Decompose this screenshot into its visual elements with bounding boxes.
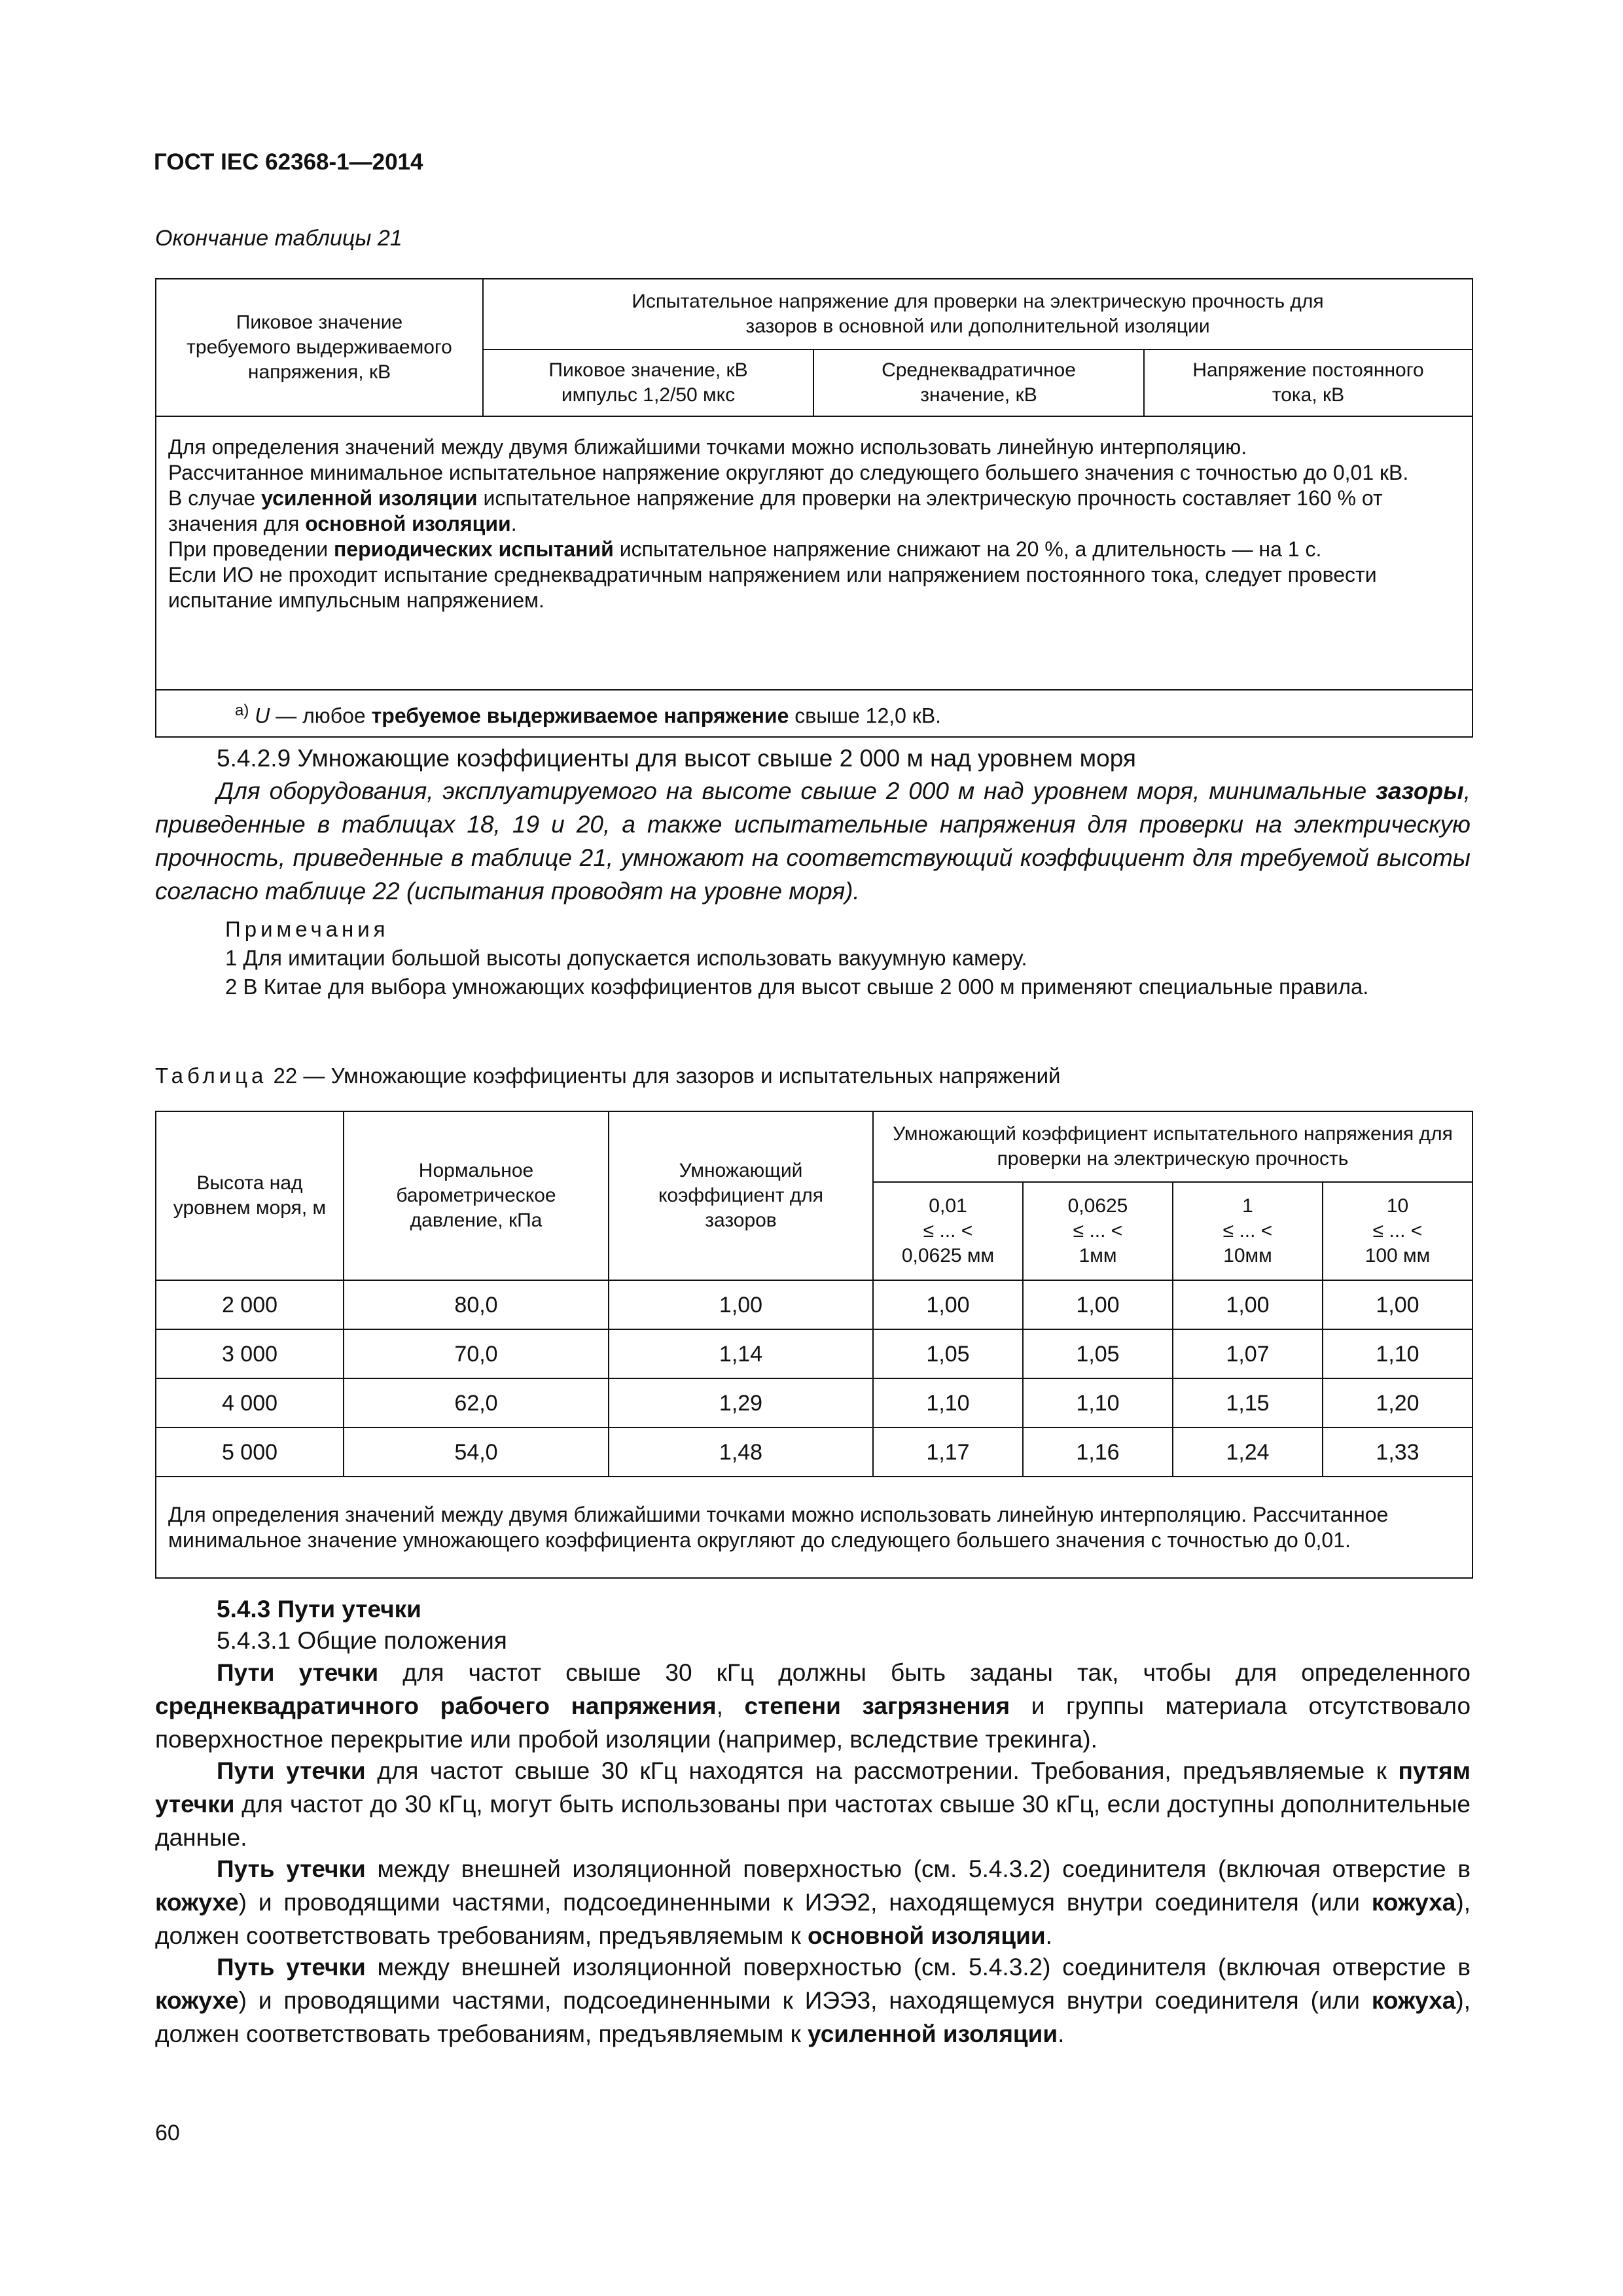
table-row: 4 000 62,0 1,29 1,10 1,10 1,15 1,20 — [156, 1378, 1472, 1427]
document-id: ГОСТ IEC 62368-1—2014 — [154, 149, 423, 175]
paragraph-creepage-2: Пути утечки для частот свыше 30 кГц находятся на рассмотрении. Требования, предъявляемые к путям утечки для частот до 30 кГц, могут быть использованы при частотах свыше 30 кГц, если доступны дополнительные данные. — [155, 1757, 1471, 1851]
section-543-heading: 5.4.3 Пути утечки — [217, 1596, 421, 1623]
t22-header-altitude: Высота над уровнем моря, м — [156, 1111, 344, 1280]
t21-header-peak-required: Пиковое значение требуемого выдерживаемого напряжения, кВ — [156, 279, 483, 416]
note-2: 2 В Китае для выбора умножающих коэффициентов для высот свыше 2 000 м применяют специальные правила. — [225, 975, 1369, 999]
t22-sub-2: 0,0625 ≤ ... < 1мм — [1023, 1182, 1173, 1280]
t21-note-interpolation: Для определения значений между двумя ближайшими точками можно использовать линейную интерполяцию. — [168, 435, 1247, 459]
section-5431-heading: 5.4.3.1 Общие положения — [217, 1627, 507, 1654]
table-continuation-label: Окончание таблицы 21 — [155, 226, 402, 251]
t21-footnote: $^{a)}$ U — любое требуемое выдерживаемое напряжение свыше 12,0 кВ. — [156, 690, 1472, 737]
t22-sub-1: 0,01 ≤ ... < 0,0625 мм — [873, 1182, 1023, 1280]
table-row: 3 000 70,0 1,14 1,05 1,05 1,07 1,10 — [156, 1329, 1472, 1378]
page-number: 60 — [155, 2121, 180, 2145]
table-row: 2 000 80,0 1,00 1,00 1,00 1,00 1,00 — [156, 1280, 1472, 1329]
t21-header-group: Испытательное напряжение для проверки на электрическую прочность для зазоров в основной или дополнительной изоляции — [483, 279, 1472, 350]
table-row: 5 000 54,0 1,48 1,17 1,16 1,24 1,33 — [156, 1427, 1472, 1477]
table-21 — [155, 278, 1473, 738]
t22-sub-3: 1 ≤ ... < 10мм — [1173, 1182, 1323, 1280]
t22-note: Для определения значений между двумя ближайшими точками можно использовать линейную интерполяцию. Рассчитанное минимальное значение умножающего коэффициента округляют до следующего большего значения с точностью до 0,01. — [156, 1477, 1472, 1578]
notes-title: Примечания — [225, 917, 389, 941]
t22-sub-4: 10 ≤ ... < 100 мм — [1323, 1182, 1472, 1280]
t21-header-peak-impulse: Пиковое значение, кВ импульс 1,2/50 мкс — [483, 350, 813, 416]
table-22-caption: Таблица 22 — Умножающие коэффициенты для зазоров и испытательных напряжений — [155, 1064, 1061, 1088]
t22-header-group: Умножающий коэффициент испытательного напряжения для проверки на электрическую прочность — [873, 1111, 1472, 1182]
section-5429-paragraph: Для оборудования, эксплуатируемого на высоте свыше 2 000 м над уровнем моря, минимальные зазоры, приведенные в таблицах 18, 19 и 20, а также испытательные напряжения для проверки на электрическую прочность, приведенные в таблице 21, умножают на соответствующий коэффициент для требуемой высоты согласно таблице 22 (испытания проводят на уровне моря). — [155, 778, 1471, 905]
t21-note-rounding: Рассчитанное минимальное испытательное напряжение округляют до следующего большего значения с точностью до 0,01 кВ. — [168, 461, 1409, 484]
t21-header-rms: Среднеквадратичное значение, кВ — [813, 350, 1144, 416]
t22-header-pressure: Нормальное барометрическое давление, кПа — [344, 1111, 609, 1280]
t22-header-clearance-factor: Умножающий коэффициент для зазоров — [609, 1111, 873, 1280]
paragraph-creepage-1: Пути утечки для частот свыше 30 кГц должны быть заданы так, чтобы для определенного среднеквадратичного рабочего напряжения, степени загрязнения и группы материала отсутствовало поверхностное перекрытие или пробой изоляции (например, вследствие трекинга). — [155, 1659, 1471, 1753]
t21-note-impulse: Если ИО не проходит испытание среднеквадратичным напряжением или напряжением постоянного тока, следует провести испытание импульсным напряжением. — [168, 563, 1377, 612]
paragraph-creepage-4: Путь утечки между внешней изоляционной поверхностью (см. 5.4.3.2) соединителя (включая отверстие в кожухе) и проводящими частями, подсоединенными к ИЭЭ3, находящемуся внутри соединителя (или кожуха), должен соответствовать требованиям, предъявляемым к усиленной изоляции. — [155, 1954, 1471, 2047]
table-22 — [155, 1111, 1473, 1579]
note-1: 1 Для имитации большой высоты допускается использовать вакуумную камеру. — [225, 946, 1027, 970]
paragraph-creepage-3: Путь утечки между внешней изоляционной поверхностью (см. 5.4.3.2) соединителя (включая отверстие в кожухе) и проводящими частями, подсоединенными к ИЭЭ2, находящемуся внутри соединителя (или кожуха), должен соответствовать требованиям, предъявляемым к основной изоляции. — [155, 1856, 1471, 1949]
t21-note-reinforced: В случае усиленной изоляции испытательное напряжение для проверки на электрическую прочность составляет 160 % от значения для основной изоляции. — [168, 486, 1383, 535]
t21-header-dc: Напряжение постоянного тока, кВ — [1144, 350, 1472, 416]
notes-block — [155, 915, 1471, 1001]
t21-note-periodic: При проведении периодических испытаний испытательное напряжение снижают на 20 %, а длительность — на 1 с. — [168, 537, 1322, 561]
t21-notes — [156, 427, 1472, 690]
section-5429-heading: 5.4.2.9 Умножающие коэффициенты для высот свыше 2 000 м над уровнем моря — [217, 745, 1136, 772]
